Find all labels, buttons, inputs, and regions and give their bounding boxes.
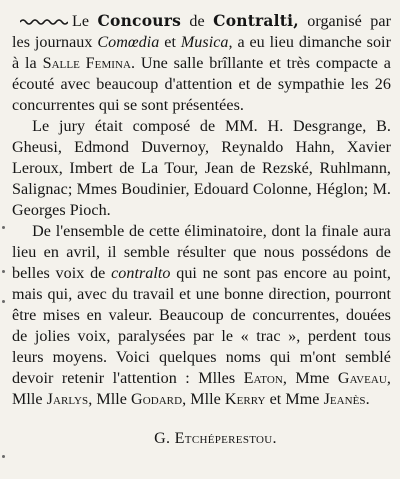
name-kerry: Kerry [224,391,266,408]
comoedia-title: Comœdia [97,34,160,51]
name-jarlys: Jarlys [46,391,89,408]
concours-heading: Concours [97,11,181,30]
intro-de: de [181,13,214,30]
contralti-heading: Contralti, [213,11,299,30]
name-gaveau: Gaveau [337,370,387,387]
paragraph-ensemble [12,221,391,410]
and-text: et [159,34,181,51]
name-eaton: Eaton [243,370,283,387]
margin-dot [2,270,5,273]
separator-text: , Mlle [12,370,391,408]
audience-text: . Une salle brîllante et très compacte a écouté avec beaucoup d'attention et de sympathie les 26 concurrentes qui se sont présentées. [12,55,391,114]
intro-text: Le [72,13,98,30]
separator-text: , Mlle [88,391,132,408]
paragraph-concours [12,10,391,116]
signature-text: G. Etchéperestou. [154,430,277,447]
margin-dot [2,226,5,229]
name-godard: Godard [131,391,183,408]
venue-text: a eu lieu dimanche soir à la [12,34,391,72]
separator-text: , Mlle [182,391,225,408]
author-signature [12,428,391,449]
paragraph-jury: Le jury était composé de MM. H. Desgrange, B. Gheusi, Edmond Duvernoy, Reynaldo Hahn, Xavier Leroux, Imbert de La Tour, Jean de Rezské, Ruhlmann, Salignac; Mmes Boudinier, Edouard Colonne, Héglon; M. Georges Pioch. [12,118,391,219]
separator-text: et Mme [265,391,324,408]
ensemble-text: De l'ensemble de cette éliminatoire, dont la finale aura lieu en avril, il semble résulter que nous possédons de belles voix de [12,223,391,282]
separator-text: . [365,391,370,408]
margin-dot [2,455,5,458]
name-jeanes: Jeanès [323,391,366,408]
organizers-text: organisé par les journaux [12,13,392,51]
separator-text: , Mme [282,370,338,387]
wavy-rule-ornament-icon [20,17,68,27]
salle-femina: Salle Femina [42,55,131,72]
contralto-word: contralto [111,265,171,282]
margin-dot [2,300,5,303]
assessment-text: qui ne sont pas encore au point, mais qui, avec du travail et une bonne direction, pourront être mises en valeur. Beaucoup de concurrentes, douées de jolies voix, paralysées par le « trac », perdent tous leurs moyens. Voici quelques noms qui m'ont semblé devoir retenir l'attention : Mlles [12,265,391,387]
musica-title: Musica, [180,34,233,51]
